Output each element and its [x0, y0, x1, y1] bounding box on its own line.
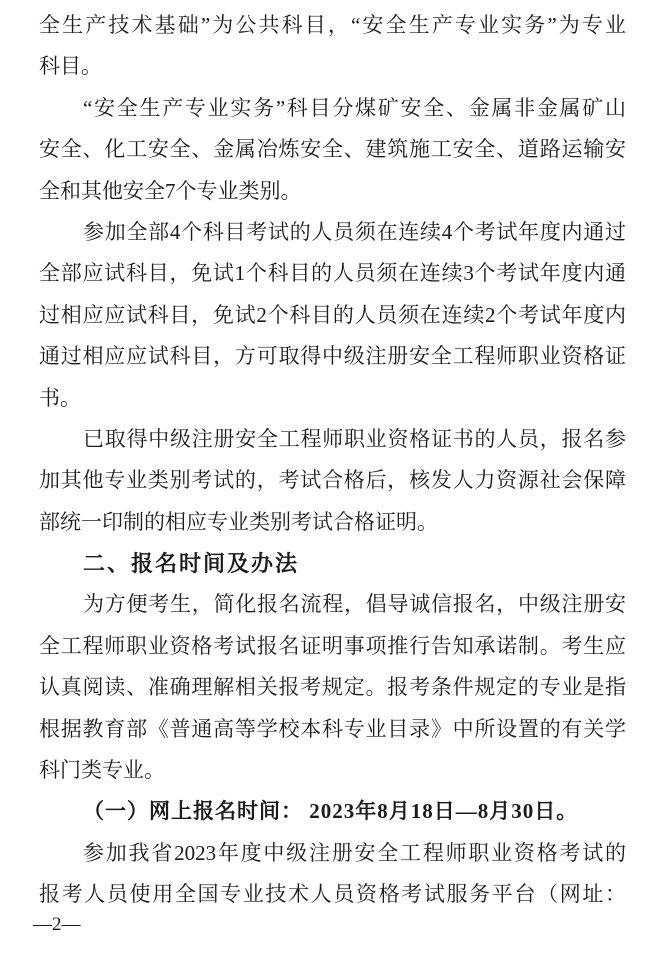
text-line: 全和其他安全7个专业类别。 — [39, 178, 302, 203]
text-line: 报考人员使用全国专业技术人员资格考试服务平台（网址： — [39, 882, 626, 907]
text-line: 参加全部4个科目考试的人员须在连续4个考试年度内通过 — [83, 219, 626, 244]
document-body — [39, 5, 626, 916]
text-line: 通过相应应试科目，方可取得中级注册安全工程师职业资格证 — [39, 344, 626, 369]
text-line: 根据教育部《普通高等学校本科专业目录》中所设置的有关学 — [39, 716, 626, 741]
page-number: —2— — [33, 914, 81, 935]
section-heading: 二、报名时间及办法 — [83, 551, 300, 577]
text-line: 认真阅读、准确理解相关报考规定。报考条件规定的专业是指 — [39, 675, 626, 700]
text-line: （一）网上报名时间： 2023年8月18日—8月30日。 — [83, 799, 579, 824]
text-line: 全部应试科目，免试1个科目的人员须在连续3个考试年度内通 — [39, 261, 626, 286]
text-line: 科目。 — [39, 54, 102, 79]
text-line: 全生产技术基础”为公共科目，“安全生产专业实务”为专业 — [39, 13, 626, 37]
text-line: 全工程师职业资格考试报名证明事项推行告知承诺制。考生应 — [39, 633, 626, 658]
text-line: 过相应应试科目，免试2个科目的人员须在连续2个考试年度内 — [39, 302, 626, 327]
text-line: 已取得中级注册安全工程师职业资格证书的人员，报名参 — [83, 426, 626, 451]
text-line: 书。 — [39, 385, 81, 410]
text-line: 参加我省2023年度中级注册安全工程师职业资格考试的 — [83, 840, 626, 865]
text-line: 加其他专业类别考试的，考试合格后，核发人力资源社会保障 — [39, 468, 626, 493]
text-line: 安全、化工安全、金属冶炼安全、建筑施工安全、道路运输安 — [39, 137, 626, 162]
text-line: 科门类专业。 — [39, 758, 165, 783]
text-line: 部统一印制的相应专业类别考试合格证明。 — [39, 509, 438, 534]
text-line: “安全生产专业实务”科目分煤矿安全、金属非金属矿山 — [83, 95, 626, 120]
text-line: 为方便考生，简化报名流程，倡导诚信报名，中级注册安 — [83, 592, 626, 617]
